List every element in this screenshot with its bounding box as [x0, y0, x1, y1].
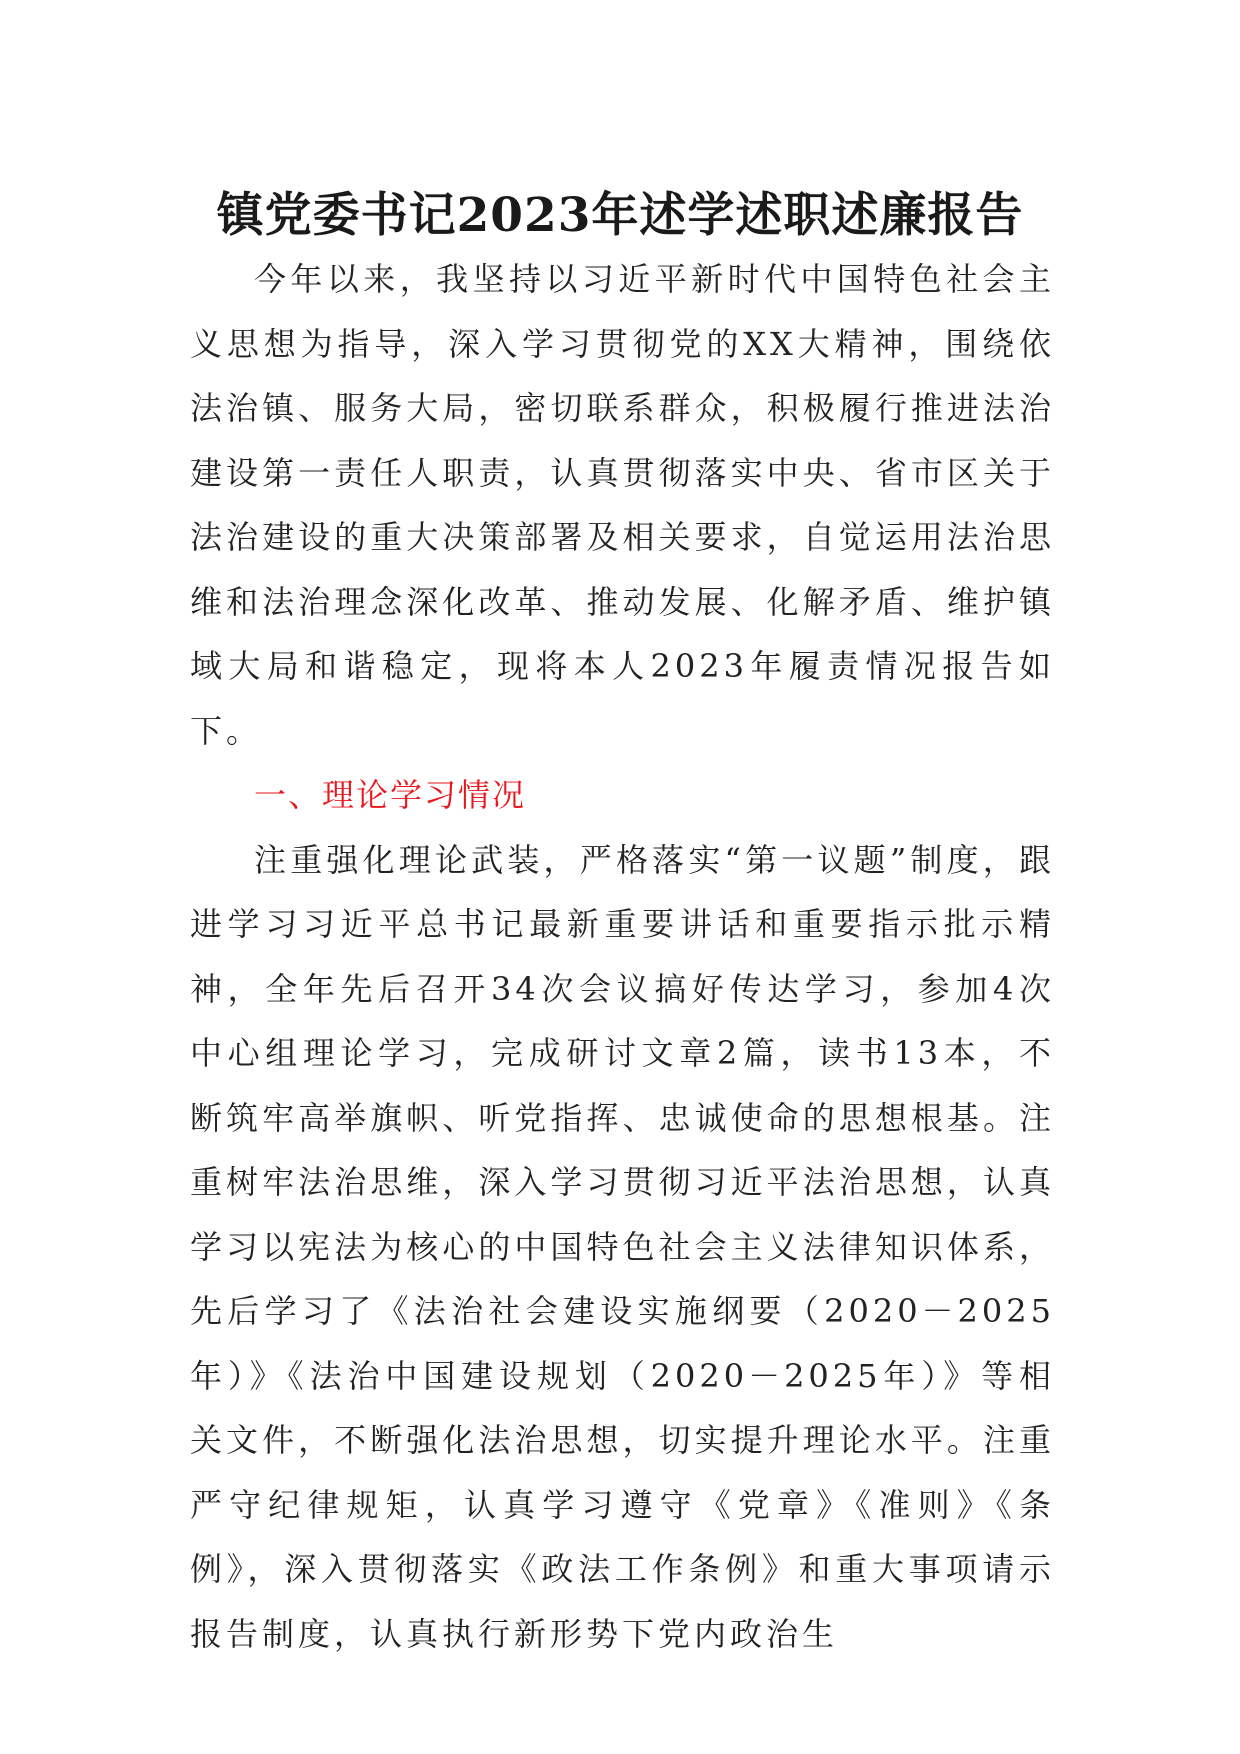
intro-paragraph: 今年以来，我坚持以习近平新时代中国特色社会主义思想为指导，深入学习贯彻党的XX大精神，围绕依法治镇、服务大局，密切联系群众，积极履行推进法治建设第一责任人职责，认真贯彻落实中央、省市区关于法治建设的重大决策部署及相关要求，自觉运用法治思维和法治理念深化改革、推动发展、化解矛盾、维护镇域大局和谐稳定，现将本人2023年履责情况报告如下。 [190, 260, 1055, 750]
document-title: 镇党委书记2023年述学述职述廉报告 [216, 188, 1024, 243]
section-paragraph-theory-study: 注重强化理论武装，严格落实“第一议题”制度，跟进学习习近平总书记最新重要讲话和重要指示批示精神，全年先后召开34次会议搞好传达学习，参加4次中心组理论学习，完成研讨文章2篇，读书13本，不断筑牢高举旗帜、听党指挥、忠诚使命的思想根基。注重树牢法治思维，深入学习贯彻习近平法治思想，认真学习以宪法为核心的中国特色社会主义法律知识体系，先后学习了《法治社会建设实施纲要（2020－2025年）》《法治中国建设规划（2020－2025年）》等相关文件，不断强化法治思想，切实提升理论水平。注重严守纪律规矩，认真学习遵守《党章》《准则》《条例》，深入贯彻落实《政法工作条例》和重大事项请示报告制度，认真执行新形势下党内政治生 [190, 840, 1055, 1653]
document-body [190, 247, 1055, 1666]
section-heading-theory-study: 一、理论学习情况 [254, 776, 527, 814]
